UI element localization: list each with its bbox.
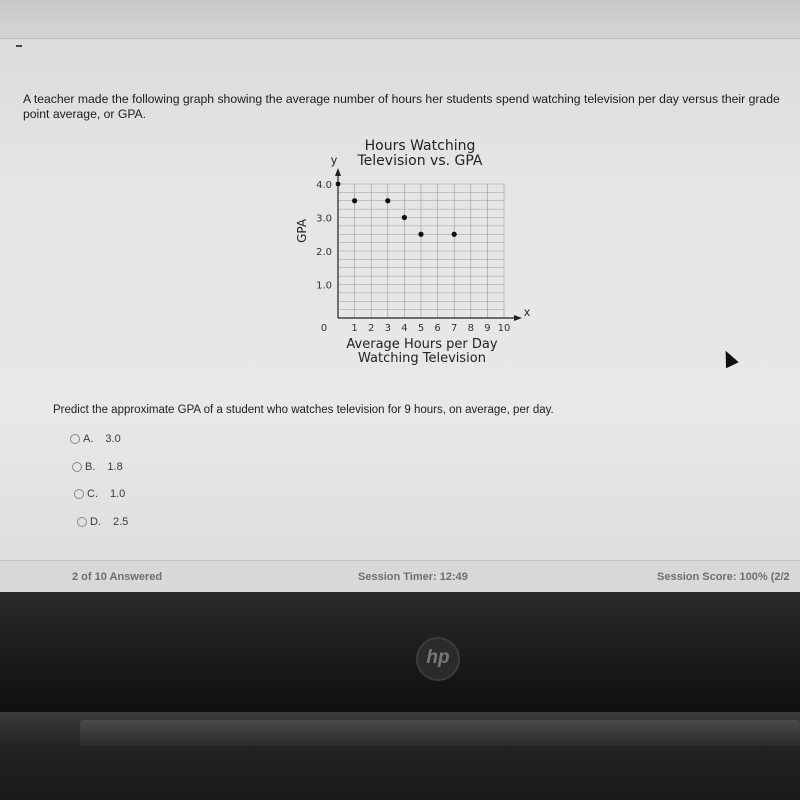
question-text: A teacher made the following graph showing the average number of hours her students spend watching television per day versus their grade point average, or GPA. bbox=[23, 92, 780, 121]
choice-a[interactable] bbox=[70, 433, 121, 445]
radio-icon[interactable] bbox=[72, 462, 82, 472]
choice-letter: C. bbox=[87, 488, 98, 500]
x-tick-label: 4 bbox=[401, 323, 408, 334]
choice-value: 1.0 bbox=[110, 488, 126, 500]
data-point bbox=[385, 198, 390, 203]
y-tick-label: 1.0 bbox=[316, 280, 332, 292]
x-axis-label-line2: Watching Television bbox=[358, 351, 486, 366]
y-tick-label: 2.0 bbox=[316, 247, 332, 258]
choice-b[interactable] bbox=[72, 461, 123, 473]
y-axis-arrow-icon bbox=[335, 168, 341, 176]
choice-letter: D. bbox=[90, 516, 101, 528]
radio-icon[interactable] bbox=[77, 517, 87, 527]
data-point bbox=[418, 232, 423, 237]
x-tick-label: 9 bbox=[484, 323, 491, 334]
browser-top-bar bbox=[0, 0, 800, 39]
mouse-cursor-icon bbox=[719, 348, 738, 368]
chart-title-line1: Hours Watching bbox=[364, 138, 476, 154]
session-timer: Session Timer: 12:49 bbox=[358, 571, 468, 583]
radio-icon[interactable] bbox=[74, 489, 84, 499]
hinge-bar bbox=[80, 720, 800, 746]
y-tick-label: 4.0 bbox=[316, 180, 332, 191]
x-tick-label: 10 bbox=[497, 323, 511, 334]
data-point bbox=[452, 232, 457, 237]
x-axis-arrow-icon bbox=[514, 315, 522, 321]
y-axis-top-marker bbox=[336, 182, 341, 187]
x-tick-label: 8 bbox=[467, 323, 474, 334]
x-axis-label-line1: Average Hours per Day bbox=[346, 337, 498, 352]
answered-count: 2 of 10 Answered bbox=[72, 571, 163, 583]
choice-value: 3.0 bbox=[105, 433, 121, 445]
status-footer bbox=[0, 560, 800, 592]
laptop-bezel bbox=[0, 592, 800, 712]
choice-letter: A. bbox=[83, 433, 94, 445]
data-point bbox=[402, 215, 407, 220]
session-score: Session Score: 100% (2/2 bbox=[657, 571, 790, 583]
x-tick-label: 6 bbox=[434, 323, 441, 334]
choice-letter: B. bbox=[85, 461, 96, 473]
x-tick-label: 3 bbox=[384, 323, 391, 334]
radio-icon[interactable] bbox=[70, 434, 80, 444]
collapse-dash-icon[interactable] bbox=[16, 45, 22, 47]
x-tick-label: 2 bbox=[368, 323, 375, 334]
question-prompt: Predict the approximate GPA of a student who watches television for 9 hours, on average, per day. bbox=[53, 404, 554, 416]
choice-value: 2.5 bbox=[113, 516, 129, 528]
data-point bbox=[352, 198, 357, 203]
chart-title-line2: Television vs. GPA bbox=[357, 153, 483, 169]
x-tick-label: 1 bbox=[351, 323, 358, 334]
y-tick-label: 3.0 bbox=[316, 213, 332, 225]
choice-c[interactable] bbox=[74, 488, 125, 500]
choice-value: 1.8 bbox=[107, 461, 123, 473]
choice-d[interactable] bbox=[77, 516, 128, 528]
y-axis-label: GPA bbox=[295, 218, 309, 243]
x-tick-label: 7 bbox=[451, 323, 458, 334]
x-origin-label: 0 bbox=[320, 323, 328, 334]
x-axis-letter: x bbox=[524, 305, 530, 319]
scatter-chart bbox=[280, 130, 550, 375]
hp-logo: hp bbox=[416, 637, 460, 681]
y-axis-letter: y bbox=[331, 153, 337, 167]
x-tick-label: 5 bbox=[417, 323, 425, 334]
